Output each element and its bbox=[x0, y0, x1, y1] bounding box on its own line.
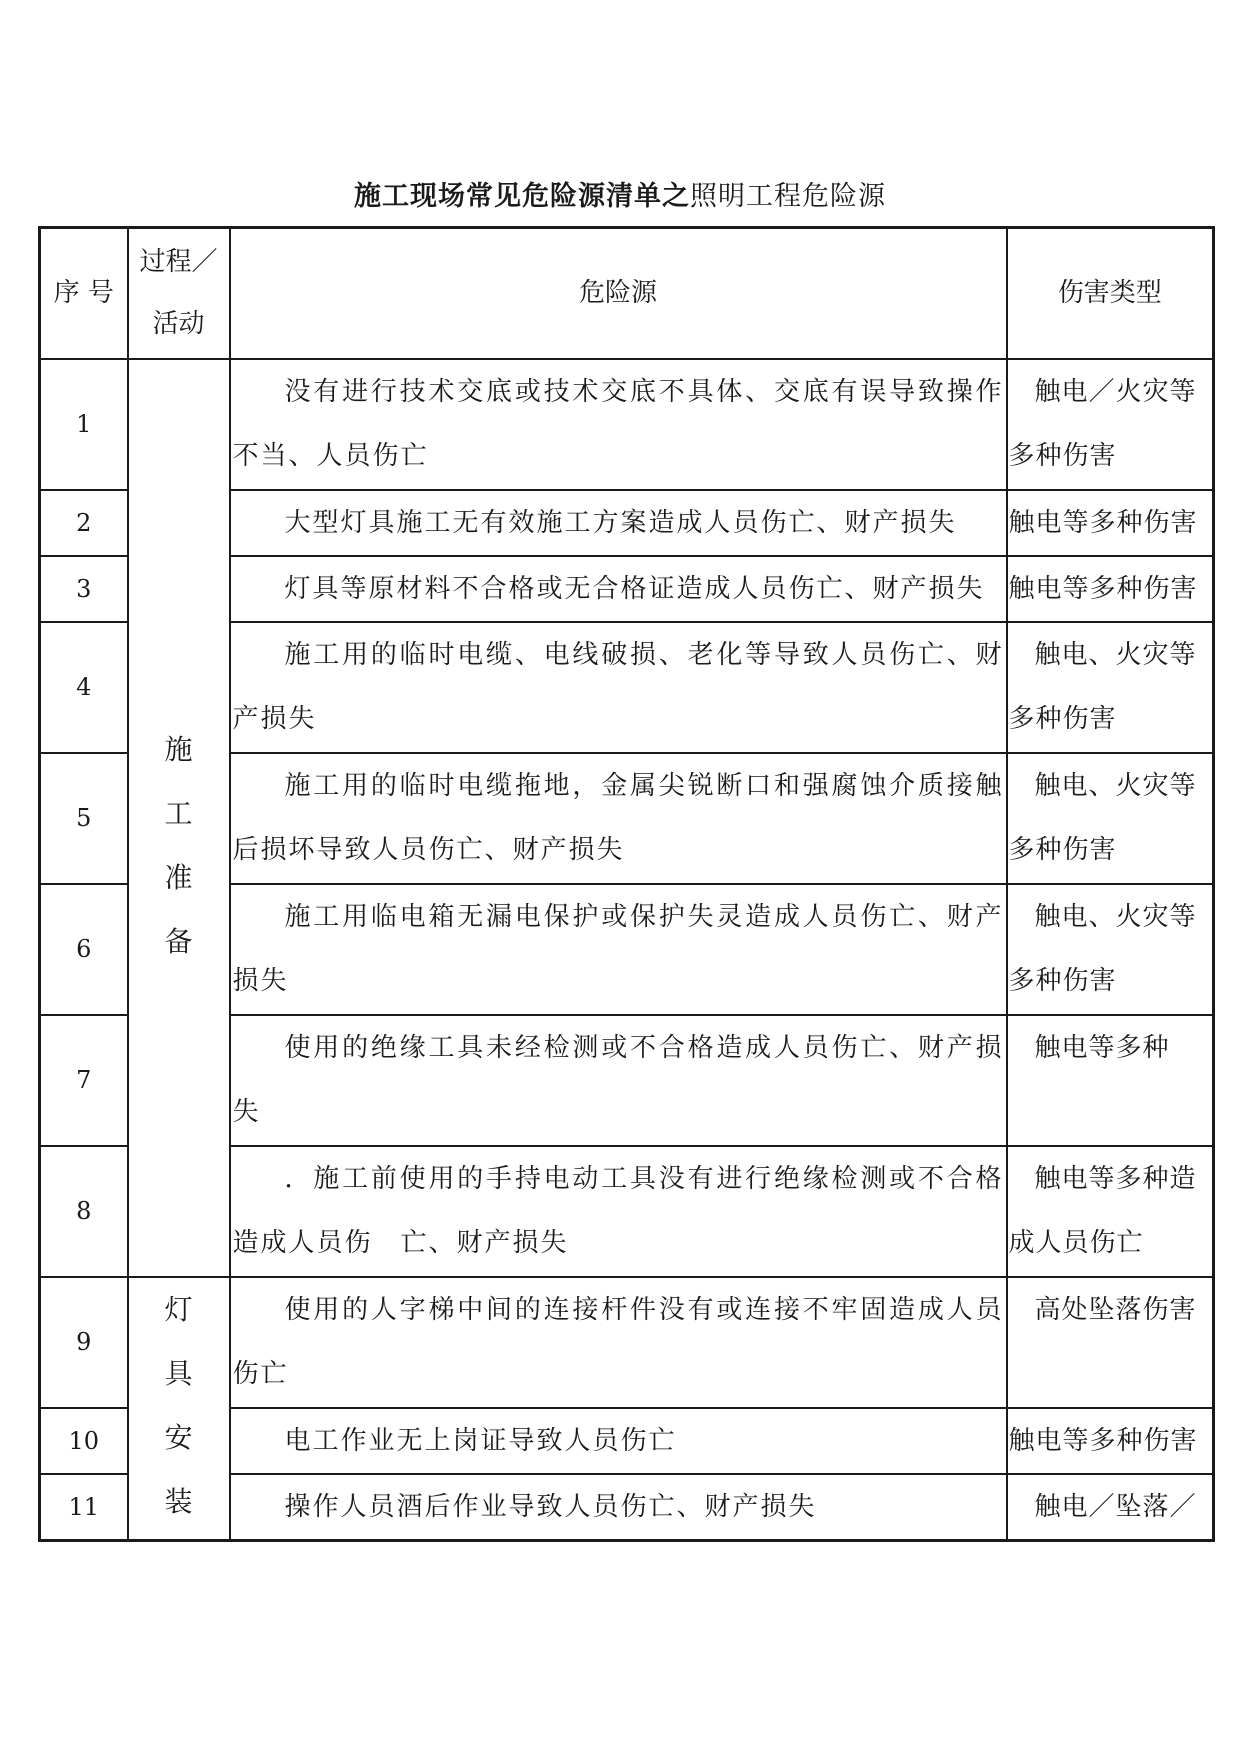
activity-group-char: 灯 bbox=[164, 1292, 193, 1326]
hazard-description: 使用的绝缘工具未经检测或不合格造成人员伤亡、财产损失 bbox=[230, 1015, 1007, 1146]
hazard-description: 施工用临电箱无漏电保护或保护失灵造成人员伤亡、财产损失 bbox=[230, 884, 1007, 1015]
harm-type: 触电、火灾等多种伤害 bbox=[1007, 884, 1214, 1015]
hazard-table bbox=[38, 226, 1215, 1542]
row-number: 10 bbox=[40, 1408, 128, 1474]
activity-group-label bbox=[129, 662, 229, 974]
row-number: 8 bbox=[40, 1146, 128, 1277]
table-row bbox=[40, 1277, 1214, 1408]
hazard-description: 没有进行技术交底或技术交底不具体、交底有误导致操作不当、人员伤亡 bbox=[230, 359, 1007, 490]
harm-type: 触电等多种 bbox=[1007, 1015, 1214, 1146]
row-number: 9 bbox=[40, 1277, 128, 1408]
header-no: 序 号 bbox=[40, 228, 128, 359]
title-rest-part: 照明工程危险源 bbox=[690, 181, 886, 212]
harm-type: 高处坠落伤害 bbox=[1007, 1277, 1214, 1408]
row-number: 5 bbox=[40, 753, 128, 884]
activity-group-installation bbox=[128, 1277, 230, 1541]
hazard-description: 操作人员酒后作业导致人员伤亡、财产损失 bbox=[230, 1474, 1007, 1541]
row-number: 6 bbox=[40, 884, 128, 1015]
table-row bbox=[40, 359, 1214, 490]
harm-type: 触电等多种伤害 bbox=[1007, 1408, 1214, 1474]
hazard-description: 大型灯具施工无有效施工方案造成人员伤亡、财产损失 bbox=[230, 490, 1007, 556]
row-number: 11 bbox=[40, 1474, 128, 1541]
row-number: 4 bbox=[40, 622, 128, 753]
activity-group-char: 准 bbox=[164, 860, 193, 894]
activity-group-char: 施 bbox=[164, 732, 193, 766]
table-header-row bbox=[40, 228, 1214, 359]
header-harm-type: 伤害类型 bbox=[1007, 228, 1214, 359]
harm-type: 触电／坠落／ bbox=[1007, 1474, 1214, 1541]
activity-group-char: 备 bbox=[164, 924, 193, 958]
hazard-description: 施工用的临时电缆、电线破损、老化等导致人员伤亡、财产损失 bbox=[230, 622, 1007, 753]
hazard-description: ．施工前使用的手持电动工具没有进行绝缘检测或不合格造成人员伤 亡、财产损失 bbox=[230, 1146, 1007, 1277]
row-number: 2 bbox=[40, 490, 128, 556]
header-activity bbox=[128, 228, 230, 359]
hazard-description: 灯具等原材料不合格或无合格证造成人员伤亡、财产损失 bbox=[230, 556, 1007, 622]
harm-type: 触电／火灾等多种伤害 bbox=[1007, 359, 1214, 490]
activity-group-preparation bbox=[128, 359, 230, 1277]
hazard-description: 电工作业无上岗证导致人员伤亡 bbox=[230, 1408, 1007, 1474]
row-number: 1 bbox=[40, 359, 128, 490]
row-number: 3 bbox=[40, 556, 128, 622]
harm-type: 触电等多种伤害 bbox=[1007, 556, 1214, 622]
header-activity-line2: 活动 bbox=[152, 309, 205, 340]
activity-group-label bbox=[129, 1278, 229, 1534]
harm-type: 触电、火灾等多种伤害 bbox=[1007, 753, 1214, 884]
document-title bbox=[0, 174, 1240, 213]
activity-group-char: 具 bbox=[164, 1356, 193, 1390]
harm-type: 触电等多种伤害 bbox=[1007, 490, 1214, 556]
activity-group-char: 安 bbox=[164, 1420, 193, 1454]
header-hazard: 危险源 bbox=[230, 228, 1007, 359]
row-number: 7 bbox=[40, 1015, 128, 1146]
hazard-description: 使用的人字梯中间的连接杆件没有或连接不牢固造成人员伤亡 bbox=[230, 1277, 1007, 1408]
harm-type: 触电、火灾等多种伤害 bbox=[1007, 622, 1214, 753]
hazard-description: 施工用的临时电缆拖地，金属尖锐断口和强腐蚀介质接触后损坏导致人员伤亡、财产损失 bbox=[230, 753, 1007, 884]
harm-type: 触电等多种造成人员伤亡 bbox=[1007, 1146, 1214, 1277]
activity-group-char: 装 bbox=[164, 1484, 193, 1518]
activity-group-char: 工 bbox=[164, 796, 193, 830]
header-activity-line1: 过程／ bbox=[139, 247, 218, 278]
title-bold-part: 施工现场常见危险源清单之 bbox=[354, 181, 690, 212]
